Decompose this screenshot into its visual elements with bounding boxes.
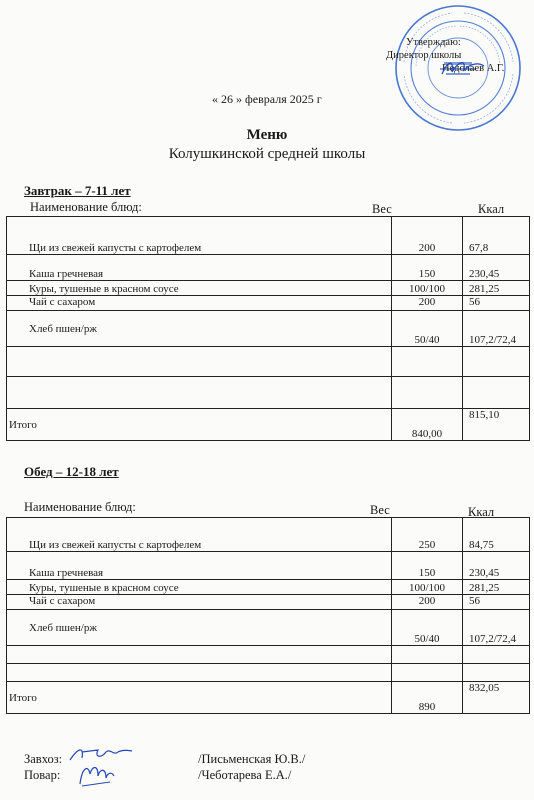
dish-name: Чай с сахаром — [7, 595, 392, 610]
document-date: « 26 » февраля 2025 г — [212, 92, 322, 106]
dish-weight: 200 — [392, 595, 463, 610]
supply-manager-role: Завхоз: — [24, 752, 63, 766]
dish-weight: 150 — [392, 552, 463, 580]
dish-kcal: 107,2/72,4 — [463, 610, 530, 646]
approval-label: Утверждаю: — [406, 37, 461, 48]
cook-signature — [76, 760, 116, 790]
breakfast-col-kcal: Ккал — [478, 202, 505, 216]
breakfast-col-weight: Вес — [372, 202, 392, 216]
dish-kcal: 281,25 — [463, 580, 530, 595]
table-row — [7, 552, 530, 580]
dish-weight: 150 — [392, 255, 463, 281]
page-title: Меню — [246, 127, 288, 143]
dish-name: Щи из свежей капусты с картофелем — [7, 217, 392, 255]
dish-name: Чай с сахаром — [7, 296, 392, 311]
dish-weight — [392, 347, 463, 377]
table-row — [7, 296, 530, 311]
dish-kcal — [463, 347, 530, 377]
total-row — [7, 409, 530, 441]
total-label: Итого — [7, 682, 392, 714]
dish-weight: 100/100 — [392, 580, 463, 595]
dish-weight: 50/40 — [392, 311, 463, 347]
dish-name: Каша гречневая — [7, 255, 392, 281]
director-name: Недолаев А.Г. — [442, 63, 505, 74]
table-row — [7, 347, 530, 377]
dish-kcal: 107,2/72,4 — [463, 311, 530, 347]
dish-name — [7, 377, 392, 409]
table-row — [7, 646, 530, 664]
table-row — [7, 377, 530, 409]
cook-role: Повар: — [24, 768, 61, 782]
dish-weight — [392, 646, 463, 664]
dish-kcal: 230,45 — [463, 255, 530, 281]
table-row — [7, 255, 530, 281]
dish-weight — [392, 664, 463, 682]
table-row — [7, 595, 530, 610]
dish-name — [7, 646, 392, 664]
dish-kcal: 67,8 — [463, 217, 530, 255]
dish-weight: 200 — [392, 296, 463, 311]
dish-name — [7, 664, 392, 682]
dish-weight: 250 — [392, 518, 463, 552]
dish-kcal: 281,25 — [463, 281, 530, 296]
dish-name: Щи из свежей капусты с картофелем — [7, 518, 392, 552]
lunch-heading: Обед – 12-18 лет — [24, 464, 119, 479]
dish-name: Хлеб пшен/рж — [7, 311, 392, 347]
lunch-col-name: Наименование блюд: — [24, 500, 136, 514]
page-subtitle: Колушкинской средней школы — [168, 146, 366, 162]
lunch-table — [6, 517, 530, 714]
dish-kcal — [463, 646, 530, 664]
lunch-col-weight: Вес — [370, 503, 390, 517]
dish-weight: 50/40 — [392, 610, 463, 646]
table-row — [7, 664, 530, 682]
cook-name: /Чеботарева Е.А./ — [198, 768, 292, 782]
total-row — [7, 682, 530, 714]
total-weight: 840,00 — [392, 409, 463, 441]
dish-name: Хлеб пшен/рж — [7, 610, 392, 646]
dish-kcal — [463, 377, 530, 409]
dish-kcal — [463, 664, 530, 682]
total-kcal: 832,05 — [463, 682, 530, 714]
director-signature — [440, 56, 486, 80]
total-label: Итого — [7, 409, 392, 441]
dish-kcal: 56 — [463, 595, 530, 610]
supply-manager-name: /Письменская Ю.В./ — [198, 752, 306, 766]
total-weight: 890 — [392, 682, 463, 714]
director-title: Директор школы — [386, 50, 462, 61]
dish-name — [7, 347, 392, 377]
table-row — [7, 281, 530, 296]
dish-weight: 200 — [392, 217, 463, 255]
table-row — [7, 518, 530, 552]
dish-weight — [392, 377, 463, 409]
total-kcal: 815,10 — [463, 409, 530, 441]
dish-kcal: 230,45 — [463, 552, 530, 580]
breakfast-col-name: Наименование блюд: — [30, 200, 142, 214]
dish-kcal: 56 — [463, 296, 530, 311]
dish-kcal: 84,75 — [463, 518, 530, 552]
dish-name: Куры, тушеные в красном соусе — [7, 580, 392, 595]
breakfast-heading: Завтрак – 7-11 лет — [24, 183, 131, 198]
dish-weight: 100/100 — [392, 281, 463, 296]
dish-name: Куры, тушеные в красном соусе — [7, 281, 392, 296]
table-row — [7, 217, 530, 255]
table-row — [7, 311, 530, 347]
breakfast-table — [6, 216, 530, 441]
table-row — [7, 580, 530, 595]
table-row — [7, 610, 530, 646]
lunch-col-kcal: Ккал — [468, 505, 495, 519]
dish-name: Каша гречневая — [7, 552, 392, 580]
